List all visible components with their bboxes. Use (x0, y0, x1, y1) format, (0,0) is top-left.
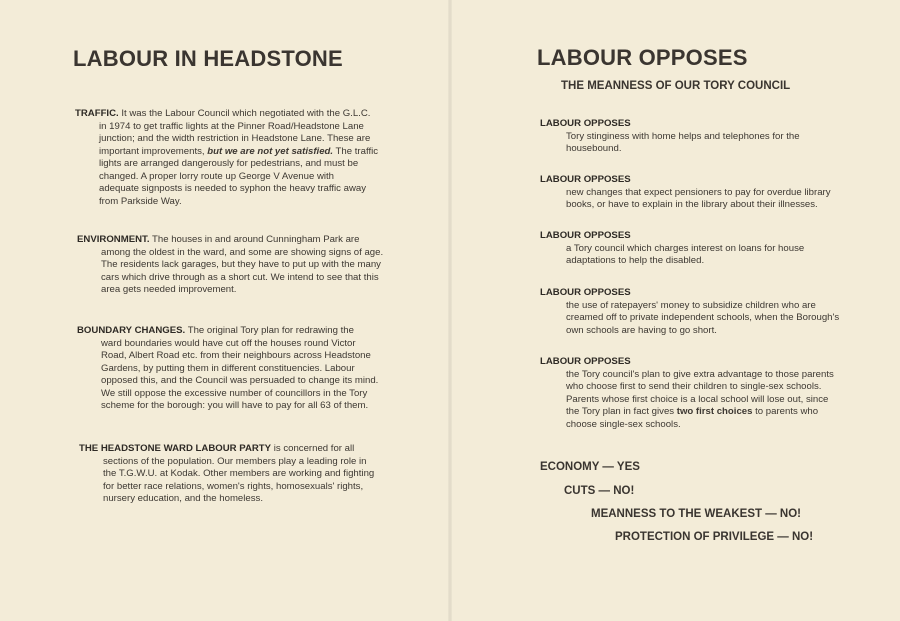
oppose-item-2: LABOUR OPPOSES new changes that expect pensioners to pay for overdue library books, or have to explain in the library about their illnesses. (540, 174, 860, 212)
environment-paragraph: ENVIRONMENT. The houses in and around Cunningham Park are among the oldest in the ward, and some are showing signs of age. The residents lack garages, but they have to put up with the many cars which drive through as a short cut. We intend to see that this area gets needed improvement. (77, 234, 384, 295)
slogan-meanness: MEANNESS TO THE WEAKEST — NO! (591, 508, 801, 520)
left-title: LABOUR IN HEADSTONE (73, 46, 343, 71)
traffic-paragraph: TRAFFIC. It was the Labour Council which negotiated with the G.L.C. in 1974 to get traffic lights at the Pinner Road/Headstone Lane junction; and the width restriction in Headstone Lane. These are important improvements, but we are not yet satisfied. The traffic lights are arranged dangerously for pedestrians, and must be changed. A proper lorry route up George V Avenue with adequate signposts is needed to syphon the heavy traffic away from Parkside Way. (75, 108, 379, 207)
right-page (450, 0, 900, 621)
oppose-item-3: LABOUR OPPOSES a Tory council which charges interest on loans for house adaptations to help the disabled. (540, 230, 860, 268)
oppose-heading: LABOUR OPPOSES (540, 230, 631, 241)
boundary-paragraph: BOUNDARY CHANGES. The original Tory plan for redrawing the ward boundaries would have cut off the houses round Victor Road, Albert Road etc. from their neighbours across Headstone Gardens, by putting them in different constituencies. Labour opposed this, and the Council was persuaded to change its mind. We still oppose the excessive number of councillors in the Tory scheme for the borough: you will have to pay for all 63 of them. (77, 325, 379, 411)
boundary-label: BOUNDARY CHANGES. (77, 325, 186, 336)
right-title: LABOUR OPPOSES (537, 45, 748, 70)
slogan-economy: ECONOMY — YES (540, 461, 640, 473)
oppose-heading: LABOUR OPPOSES (540, 287, 631, 298)
oppose-item-1: LABOUR OPPOSES Tory stinginess with home helps and telephones for the housebound. (540, 118, 860, 156)
traffic-label: TRAFFIC. (75, 108, 119, 119)
slogan-privilege: PROTECTION OF PRIVILEGE — NO! (615, 531, 814, 543)
party-label: THE HEADSTONE WARD LABOUR PARTY (79, 443, 272, 454)
oppose-heading: LABOUR OPPOSES (540, 118, 631, 129)
oppose-item-4: LABOUR OPPOSES the use of ratepayers' money to subsidize children who are creamed off to private independent schools, when the Borough's own schools are having to go short. (540, 287, 860, 337)
environment-label: ENVIRONMENT. (77, 234, 150, 245)
slogan-cuts: CUTS — NO! (564, 485, 635, 497)
right-subtitle: THE MEANNESS OF OUR TORY COUNCIL (561, 80, 791, 92)
oppose-heading: LABOUR OPPOSES (540, 174, 631, 185)
party-paragraph: THE HEADSTONE WARD LABOUR PARTY is concerned for all sections of the population. Our members play a leading role in the T.G.W.U. at Kodak. Other members are working and fighting for better race relations, women's rights, homosexuals' rights, nursery education, and the homeless. (79, 443, 375, 504)
oppose-heading: LABOUR OPPOSES (540, 356, 631, 367)
oppose-item-5: LABOUR OPPOSES the Tory council's plan to give extra advantage to those parents who choose first to send their children to single-sex schools. Parents whose first choice is a local school will lose out, since the Tory plan in fact gives two first choices to parents who choose single-sex schools. (540, 356, 860, 431)
